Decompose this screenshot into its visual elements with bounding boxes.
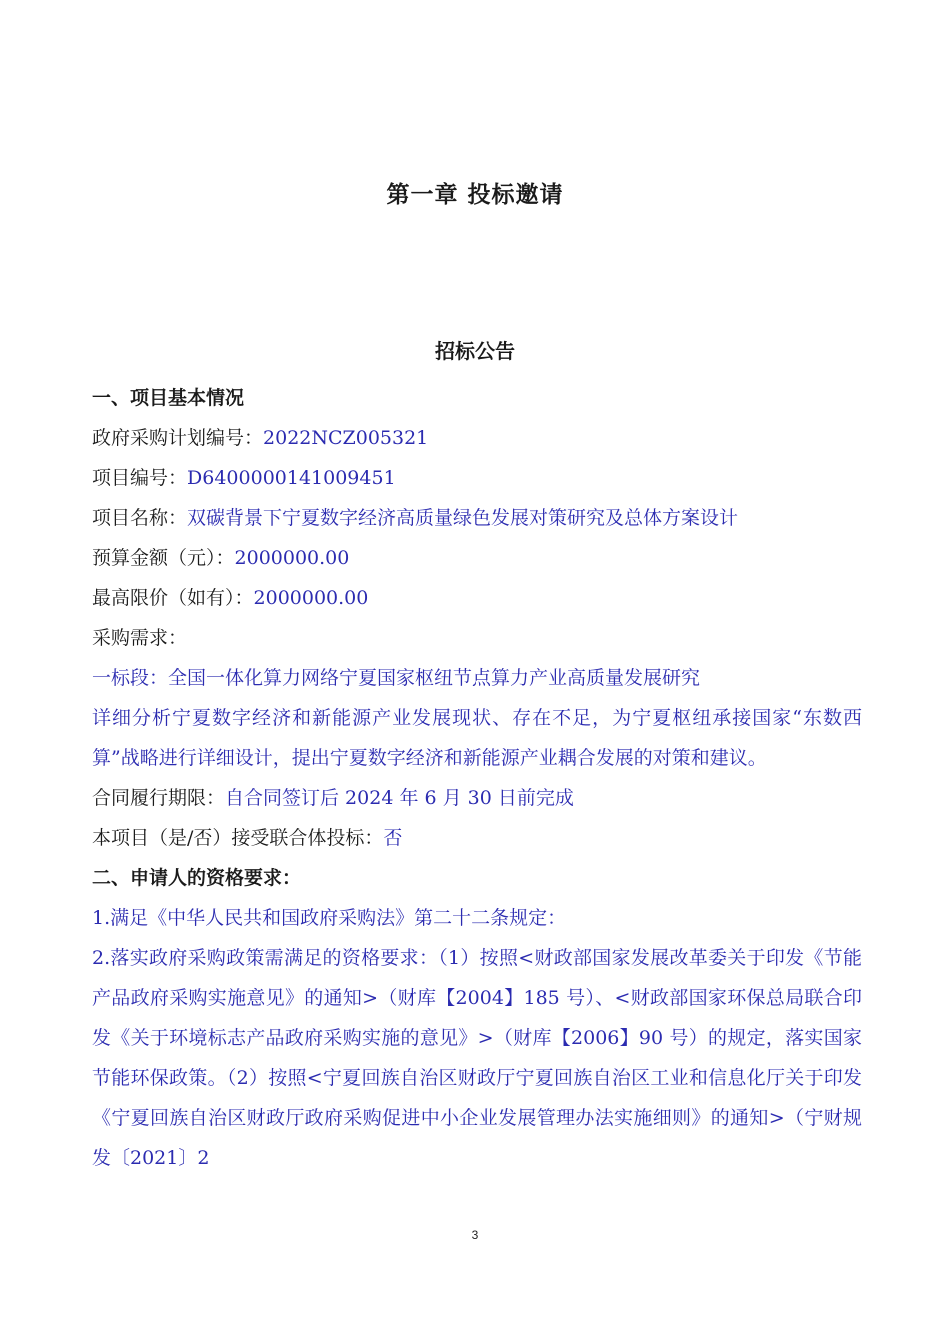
project-number-value: D6400000141009451	[187, 467, 396, 489]
notice-title: 招标公告	[435, 339, 515, 363]
project-name-value: 双碳背景下宁夏数字经济高质量绿色发展对策研究及总体方案设计	[187, 507, 739, 529]
project-number-row	[92, 458, 862, 498]
max-price-row	[92, 578, 862, 618]
contract-period-row	[92, 778, 862, 818]
project-name-label: 项目名称：	[92, 507, 188, 529]
lot1-detail: 详细分析宁夏数字经济和新能源产业发展现状、存在不足，为宁夏枢纽承接国家“东数西算”战略进行详细设计，提出宁夏数字经济和新能源产业耦合发展的对策和建议。	[92, 707, 862, 769]
contract-period-label: 合同履行期限：	[92, 787, 226, 809]
qualification-item-2: 2.落实政府采购政策需满足的资格要求：（1）按照<财政部国家发展改革委关于印发《节能产品政府采购实施意见》的通知>（财库【2004】185 号）、<财政部国家环保总局联合印发《关于环境标志产品政府采购实施的意见》>（财库【2006】90 号）的规定，落实国家节能环保政策。（2）按照<宁夏回族自治区财政厅宁夏回族自治区工业和信息化厅关于印发《宁夏回族自治区财政厅政府采购促进中小企业发展管理办法实施细则》的通知>（宁财规发〔2021〕2	[92, 947, 862, 1169]
project-name-row	[92, 498, 862, 538]
qualification-item-1: 1.满足《中华人民共和国政府采购法》第二十二条规定：	[92, 907, 567, 929]
section1-heading: 一、项目基本情况	[92, 387, 245, 409]
consortium-row	[92, 818, 862, 858]
budget-value: 2000000.00	[234, 547, 350, 569]
demand-label: 采购需求：	[92, 627, 188, 649]
document-body	[92, 378, 862, 1178]
lot1-title: 一标段：全国一体化算力网络宁夏国家枢纽节点算力产业高质量发展研究	[92, 667, 701, 689]
max-price-label: 最高限价（如有）：	[92, 587, 254, 609]
consortium-label: 本项目（是/否）接受联合体投标：	[92, 827, 384, 849]
contract-period-value: 自合同签订后 2024 年 6 月 30 日前完成	[225, 787, 574, 809]
project-number-label: 项目编号：	[92, 467, 188, 489]
plan-number-label: 政府采购计划编号：	[92, 427, 264, 449]
plan-number-row	[92, 418, 862, 458]
page-number: 3	[471, 1228, 479, 1242]
chapter-title: 第一章 投标邀请	[386, 182, 564, 208]
section2-heading: 二、申请人的资格要求：	[92, 867, 302, 889]
plan-number-value: 2022NCZ005321	[263, 427, 429, 449]
budget-label: 预算金额（元）：	[92, 547, 235, 569]
max-price-value: 2000000.00	[253, 587, 369, 609]
budget-row	[92, 538, 862, 578]
consortium-value: 否	[383, 827, 403, 849]
